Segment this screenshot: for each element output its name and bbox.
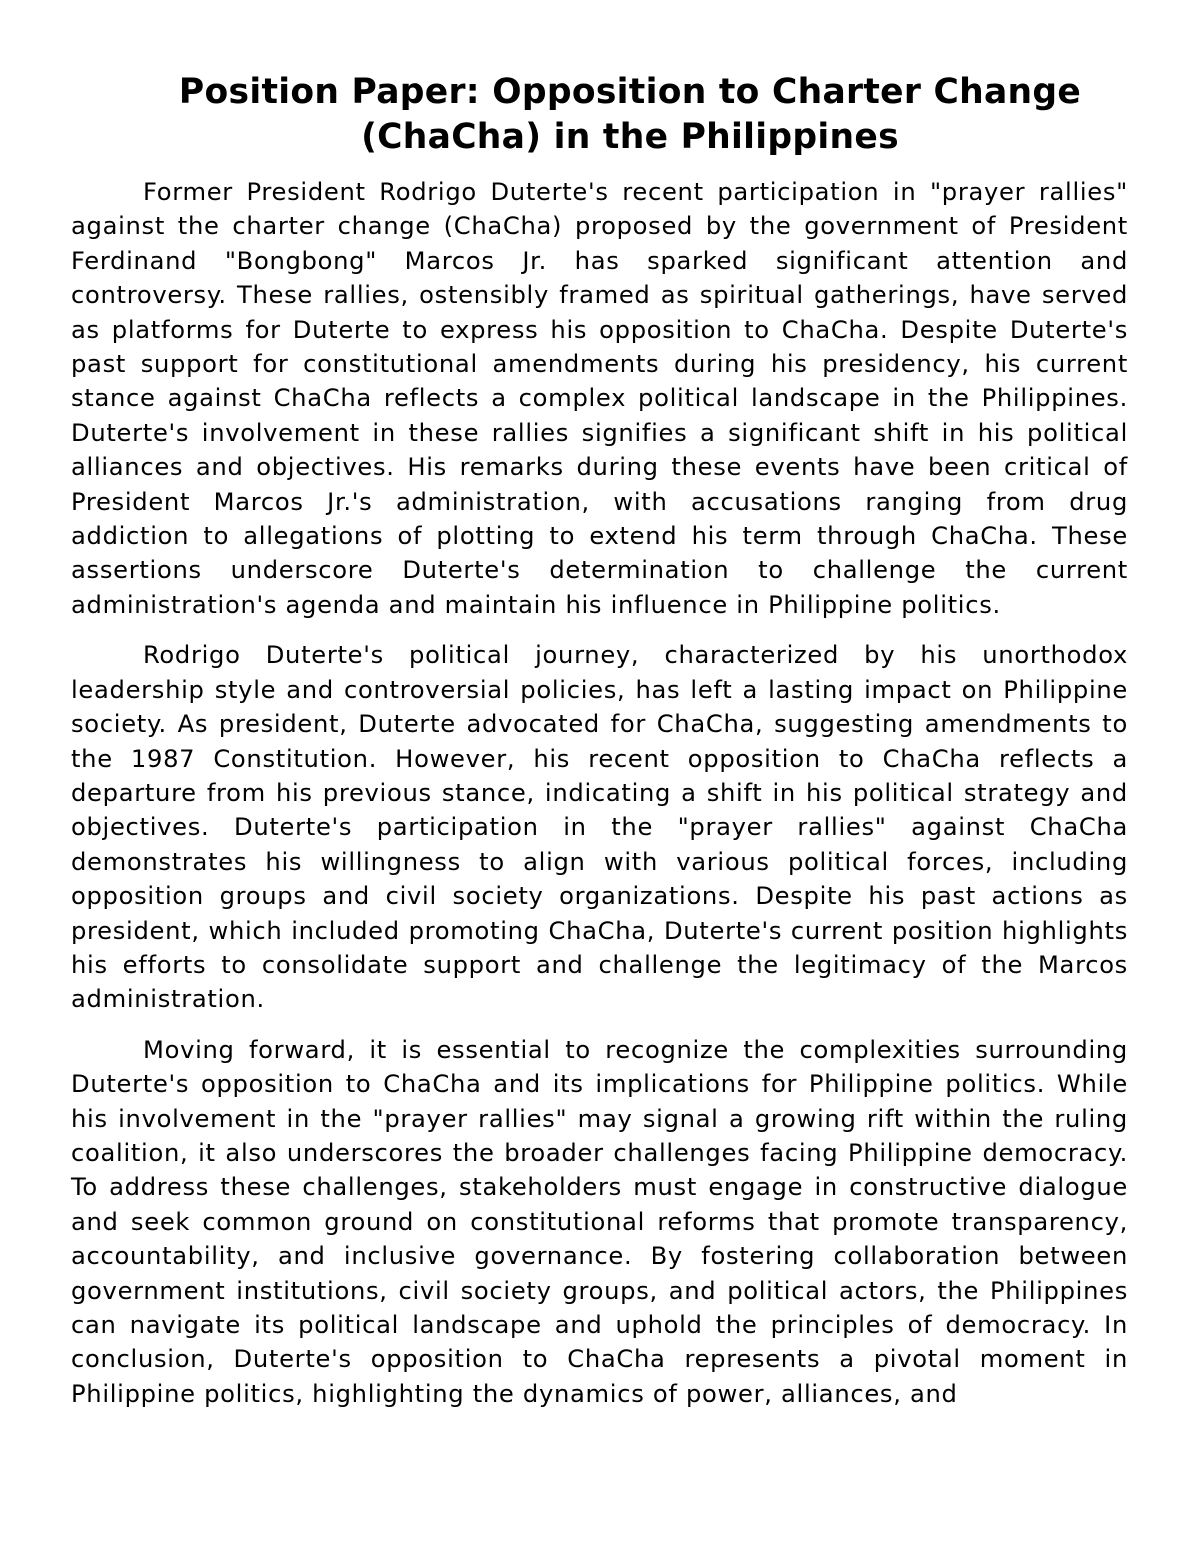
paragraph-1: Former President Rodrigo Duterte's recent participation in "prayer rallies" against the charter change (ChaCha) proposed by the government of President Ferdinand "Bongbong" Marcos Jr. has sparked significant attention and controversy. These rallies, ostensibly framed as spiritual gatherings, have served as platforms for Duterte to express his opposition to ChaCha. Despite Duterte's past support for constitutional amendments during his presidency, his current stance against ChaCha reflects a complex political landscape in the Philippines. Duterte's involvement in these rallies signifies a significant shift in his political alliances and objectives. His remarks during these events have been critical of President Marcos Jr.'s administration, with accusations ranging from drug addiction to allegations of plotting to extend his term through ChaCha. These assertions underscore Duterte's determination to challenge the current administration's agenda and maintain his influence in Philippine politics. (71, 178, 1128, 619)
title-line-1: Position Paper: Opposition to Charter Change (178, 72, 1082, 112)
document-body (71, 175, 1128, 1427)
paragraph-3: Moving forward, it is essential to recognize the complexities surrounding Duterte's opposition to ChaCha and its implications for Philippine politics. While his involvement in the "prayer rallies" may signal a growing rift within the ruling coalition, it also underscores the broader challenges facing Philippine democracy. To address these challenges, stakeholders must engage in constructive dialogue and seek common ground on constitutional reforms that promote transparency, accountability, and inclusive governance. By fostering collaboration between government institutions, civil society groups, and political actors, the Philippines can navigate its political landscape and uphold the principles of democracy. In conclusion, Duterte's opposition to ChaCha represents a pivotal moment in Philippine politics, highlighting the dynamics of power, alliances, and (71, 1035, 1128, 1408)
title-line-2: (ChaCha) in the Philippines (361, 117, 899, 157)
page-title (90, 70, 1170, 160)
paragraph-2: Rodrigo Duterte's political journey, characterized by his unorthodox leadership style and controversial policies, has left a lasting impact on Philippine society. As president, Duterte advocated for ChaCha, suggesting amendments to the 1987 Constitution. However, his recent opposition to ChaCha reflects a departure from his previous stance, indicating a shift in his political strategy and objectives. Duterte's participation in the "prayer rallies" against ChaCha demonstrates his willingness to align with various political forces, including opposition groups and civil society organizations. Despite his past actions as president, which included promoting ChaCha, Duterte's current position highlights his efforts to consolidate support and challenge the legitimacy of the Marcos administration. (71, 641, 1128, 1014)
